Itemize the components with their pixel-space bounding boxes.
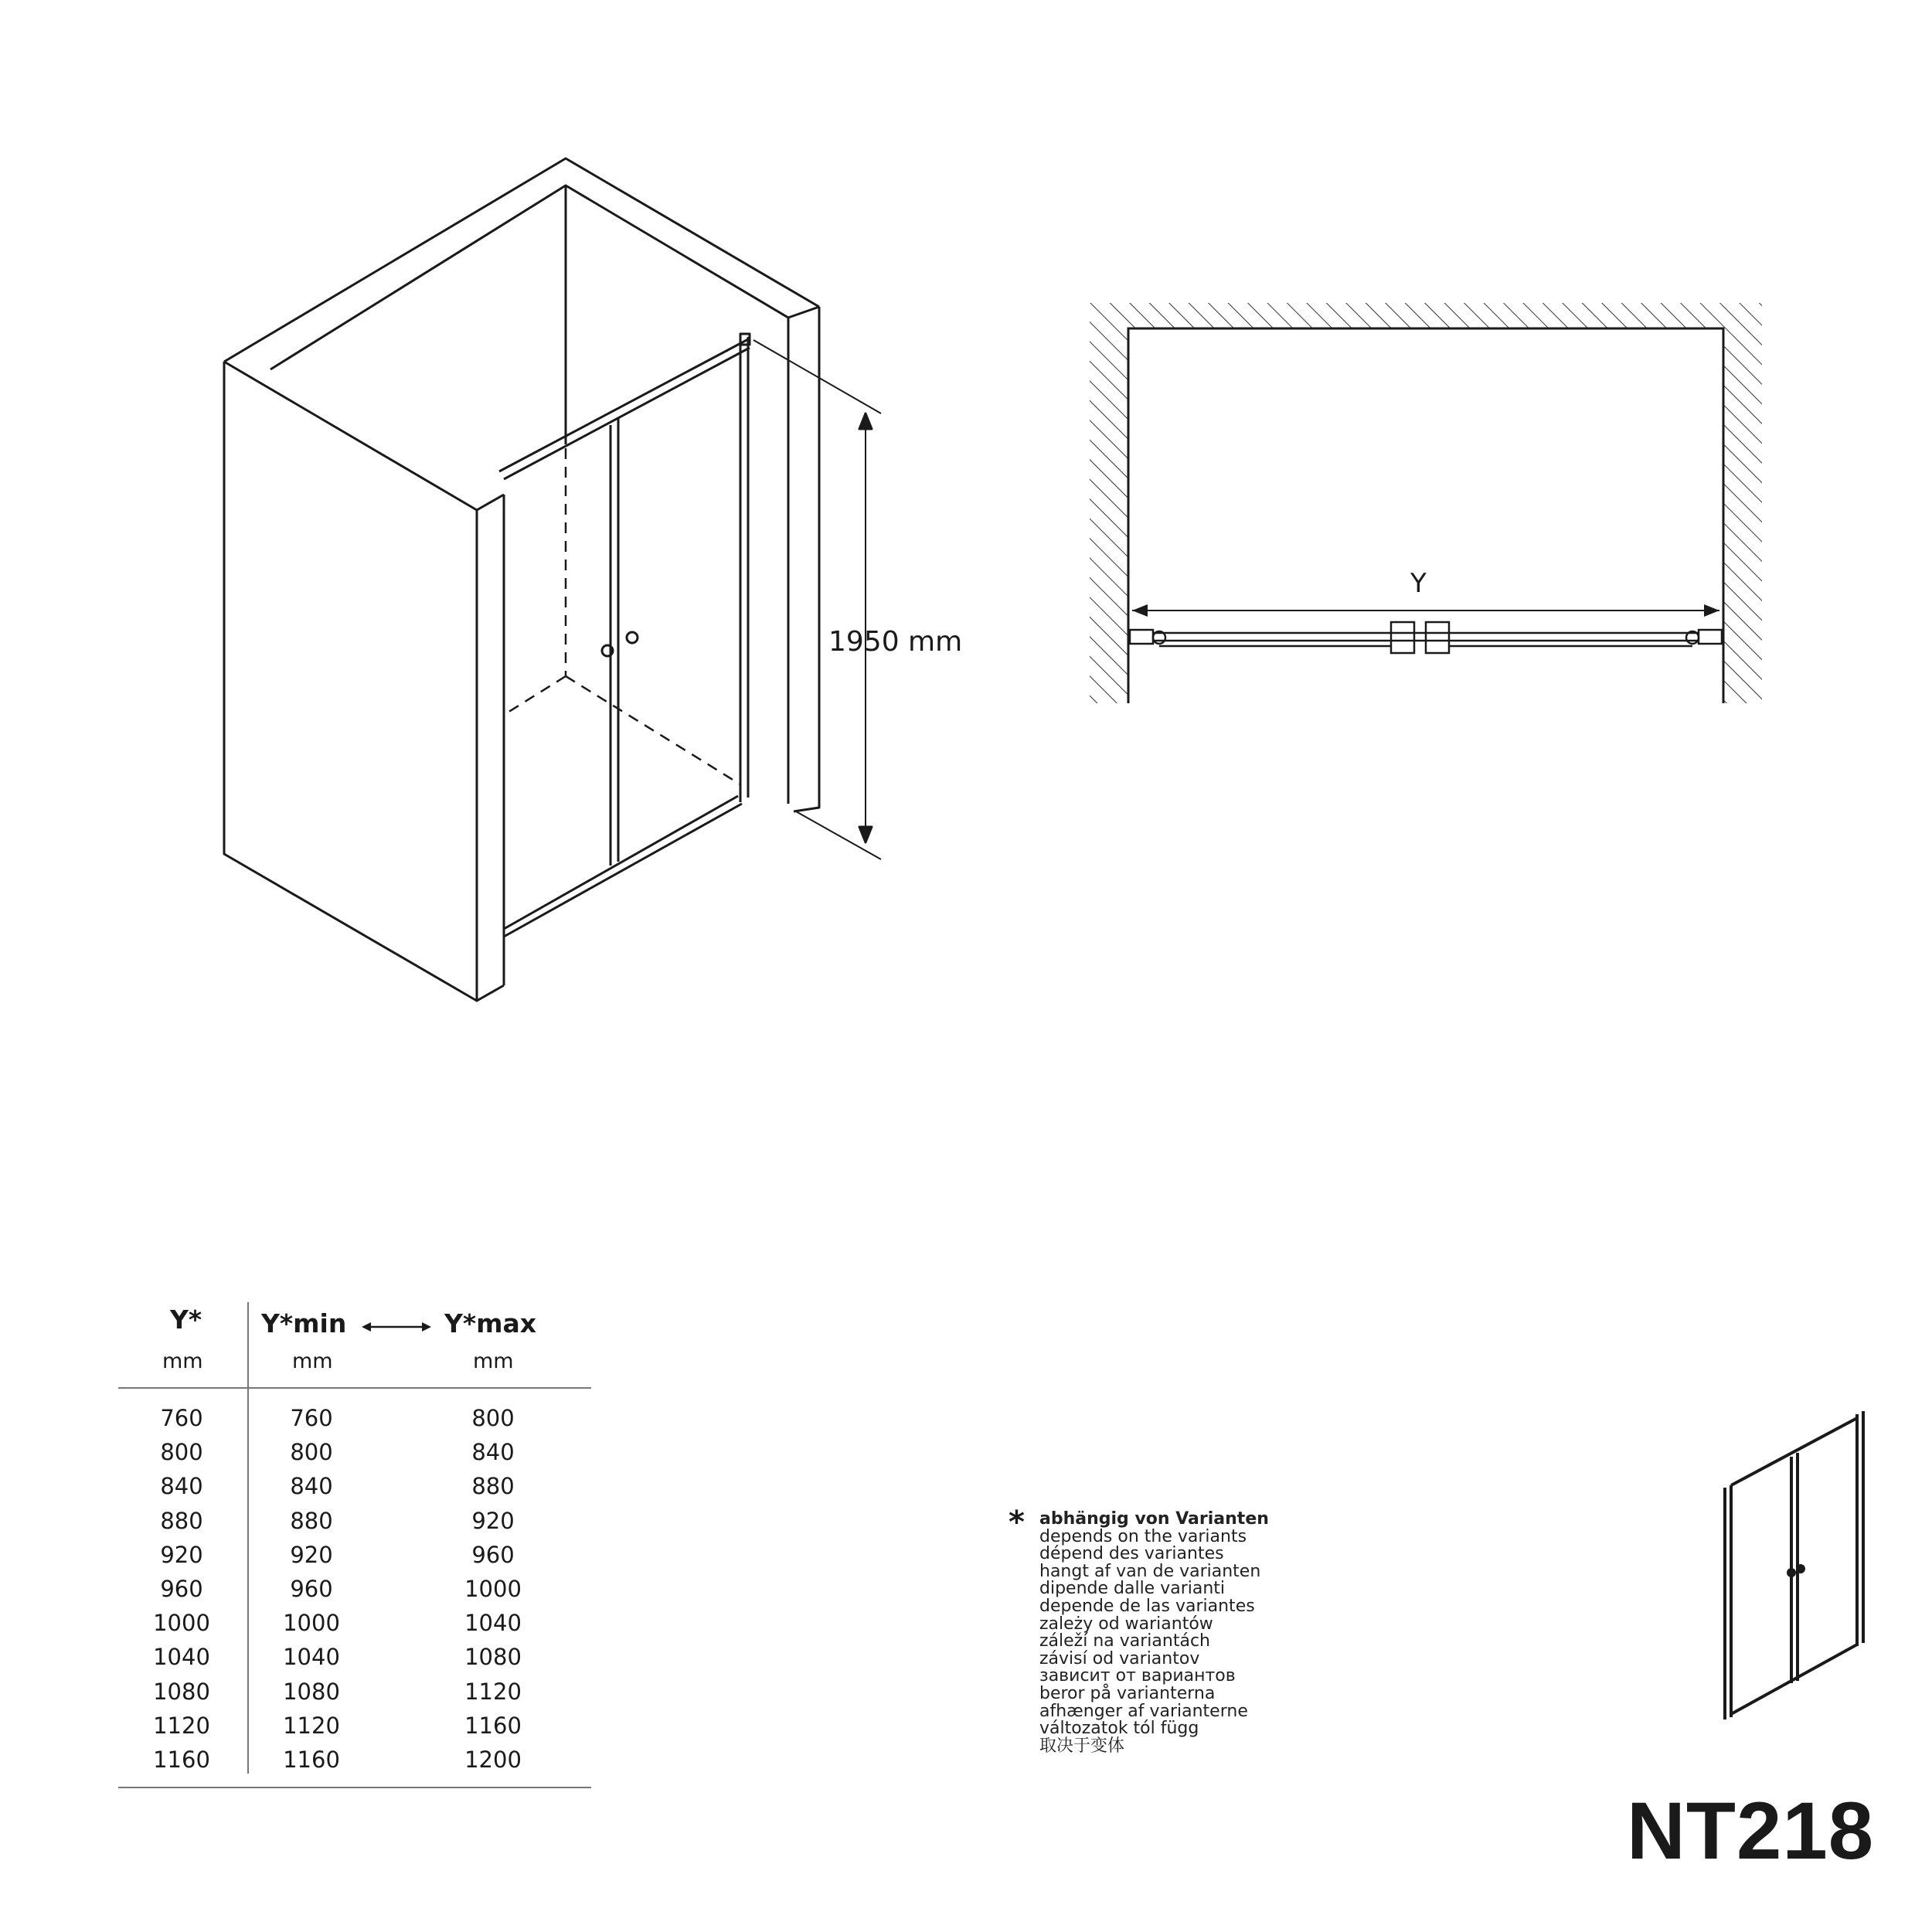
footnote-line: afhænger af varianterne	[1039, 1701, 1248, 1721]
table-cell: 920	[290, 1541, 333, 1568]
table-bottom-rule	[118, 1787, 591, 1788]
footnote-line: závisí od variantov	[1039, 1648, 1200, 1668]
table-cell: 1080	[153, 1678, 210, 1705]
footnote-line: dépend des variantes	[1039, 1544, 1224, 1564]
width-dimension-label: Y	[1410, 568, 1427, 599]
table-cell: 760	[290, 1405, 333, 1431]
isometric-view	[224, 158, 881, 1001]
table-cell: 960	[471, 1541, 515, 1568]
unit-ymax: mm	[473, 1349, 514, 1373]
unit-y: mm	[162, 1349, 203, 1373]
door-thumbnail	[1725, 1411, 1863, 1719]
table-cell: 1160	[464, 1712, 522, 1739]
footnote-line: depends on the variants	[1039, 1526, 1247, 1546]
table-cell: 1120	[153, 1712, 210, 1739]
footnote-line: 取决于变体	[1039, 1736, 1125, 1756]
footnote-line: abhängig von Varianten	[1039, 1509, 1269, 1529]
footnote-marker: *	[1009, 1505, 1025, 1540]
table-cell: 760	[160, 1405, 203, 1431]
footnote-line: változatok tól függ	[1039, 1719, 1199, 1739]
table-cell: 920	[160, 1541, 203, 1568]
table-cell: 960	[290, 1576, 333, 1602]
table-cell: 1160	[283, 1747, 340, 1773]
header-ymin: Y*min	[261, 1308, 347, 1338]
footnote-line: hangt af van de varianten	[1039, 1561, 1261, 1581]
range-arrow-icon	[362, 1321, 431, 1332]
table-cell: 800	[160, 1439, 203, 1466]
footnote-line: zależy od wariantów	[1039, 1614, 1213, 1634]
table-cell: 840	[471, 1439, 515, 1466]
table-cell: 840	[290, 1473, 333, 1500]
table-cell: 1080	[464, 1644, 522, 1671]
table-cell: 1000	[153, 1610, 210, 1637]
header-ymax: Y*max	[444, 1308, 537, 1338]
table-cell: 880	[160, 1507, 203, 1534]
table-cell: 1000	[464, 1576, 522, 1602]
table-cell: 1040	[464, 1610, 522, 1637]
footnote-line: dipende dalle varianti	[1039, 1579, 1226, 1599]
table-cell: 1080	[283, 1678, 340, 1705]
table-cell: 1120	[464, 1678, 522, 1705]
table-cell: 1040	[153, 1644, 210, 1671]
table-cell: 960	[160, 1576, 203, 1602]
table-cell: 800	[290, 1439, 333, 1466]
table-cell: 1040	[283, 1644, 340, 1671]
table-cell: 1200	[464, 1747, 522, 1773]
table-cell: 880	[471, 1473, 515, 1500]
footnote-line: beror på varianterna	[1039, 1683, 1216, 1703]
table-header-rule	[118, 1387, 591, 1389]
table-cell: 800	[471, 1405, 515, 1431]
table-cell: 1000	[283, 1610, 340, 1637]
plan-view	[1090, 303, 1762, 707]
table-cell: 880	[290, 1507, 333, 1534]
table-column-rule	[247, 1302, 249, 1774]
table-cell: 1160	[153, 1747, 210, 1773]
table-cell: 920	[471, 1507, 515, 1534]
footnote-line: záleží na variantách	[1039, 1631, 1210, 1651]
table-cell: 840	[160, 1473, 203, 1500]
footnote-line: зависит от вариантов	[1039, 1666, 1236, 1686]
footnote-lines	[1039, 1511, 1364, 1755]
table-cell: 1120	[283, 1712, 340, 1739]
product-code: NT218	[1627, 1786, 1875, 1876]
footnote-line: depende de las variantes	[1039, 1596, 1255, 1616]
header-y: Y*	[170, 1304, 202, 1335]
unit-ymin: mm	[292, 1349, 333, 1373]
height-dimension-label: 1950 mm	[828, 626, 963, 658]
